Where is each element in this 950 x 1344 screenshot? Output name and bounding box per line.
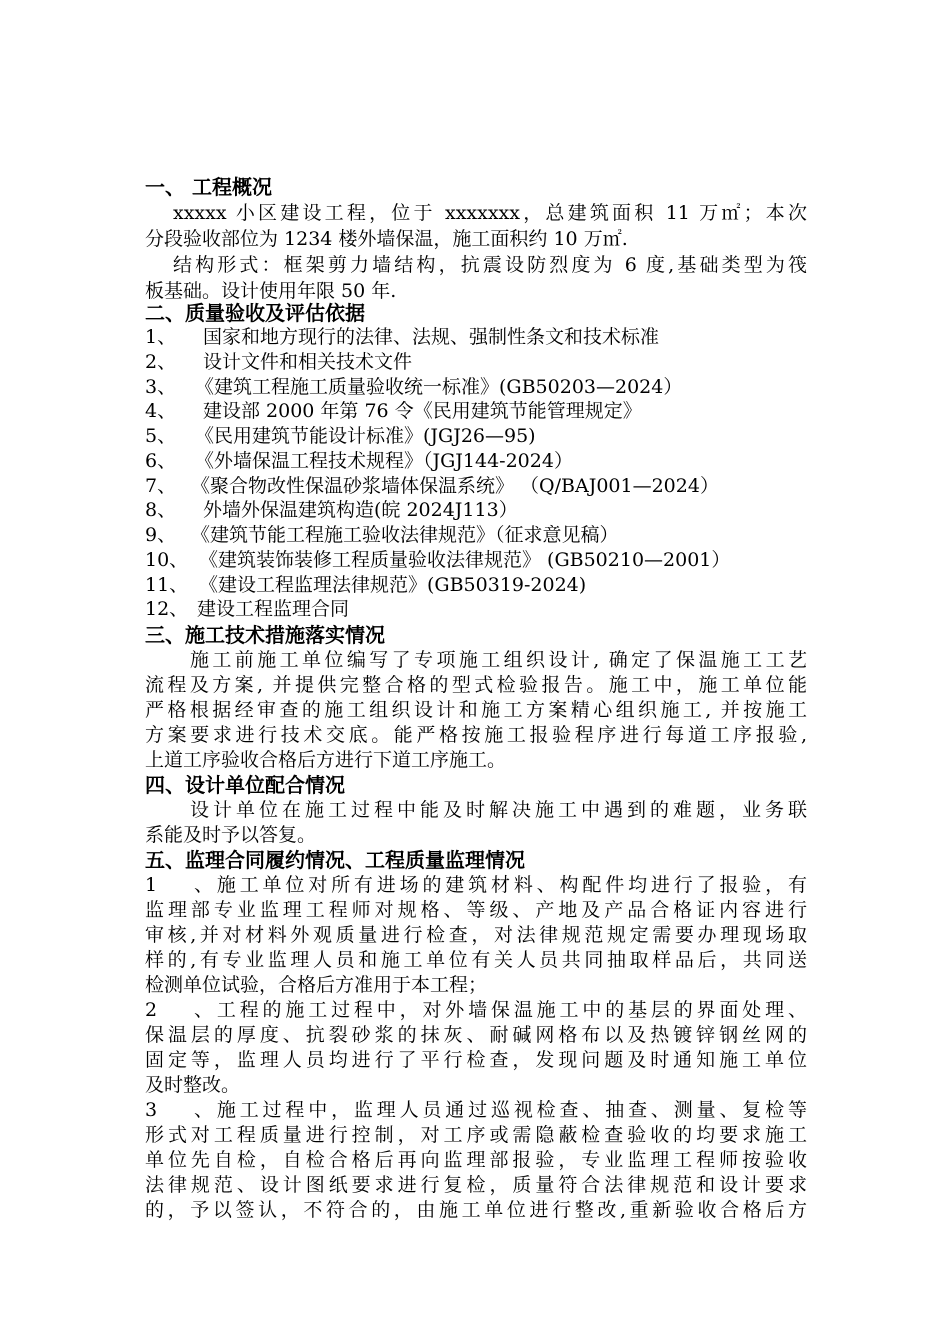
list-item <box>145 872 807 898</box>
paragraph-line: 系能及时予以答复。 <box>145 824 317 846</box>
list-item <box>145 522 807 548</box>
list-number: 9、 <box>145 524 177 546</box>
list-item <box>145 572 807 598</box>
paragraph-line: 设计单位在施工过程中能及时解决施工中遇到的难题，业务联 <box>190 799 807 821</box>
list-item <box>145 547 807 573</box>
list-number: 1、 <box>145 326 177 348</box>
list-number: 4、 <box>145 400 177 422</box>
paragraph-line: 单位先自检，自检合格后再向监理部报验，专业监理工程师按验收 <box>145 1149 807 1171</box>
list-text: 《建筑工程施工质量验收统一标准》(GB50203—2024） <box>195 376 683 398</box>
paragraph-line: 施工前施工单位编写了专项施工组织设计, 确定了保温施工工艺 <box>190 649 807 671</box>
list-text: 《建设工程监理法律规范》(GB50319-2024) <box>199 574 587 596</box>
list-item <box>145 398 807 424</box>
paragraph-line: 严格根据经审查的施工组织设计和施工方案精心组织施工, 并按施工 <box>145 699 807 721</box>
list-item <box>145 473 807 499</box>
paragraph-line: 分段验收部位为 1234 楼外墙保温，施工面积约 10 万㎡. <box>145 228 628 250</box>
list-number: 10、 <box>145 549 189 571</box>
paragraph-line: 样的,有专业监理人员和施工单位有关人员共同抽取样品后，共同送 <box>145 949 807 971</box>
paragraph-line: 形式对工程质量进行控制，对工序或需隐蔽检查验收的均要求施工 <box>145 1124 807 1146</box>
paragraph-line: 法律规范、设计图纸要求进行复检，质量符合法律规范和设计要求 <box>145 1174 807 1196</box>
list-text: 设计文件和相关技术文件 <box>203 351 413 373</box>
paragraph-line: 保温层的厚度、抗裂砂浆的抹灰、耐碱网格布以及热镀锌钢丝网的 <box>145 1024 807 1046</box>
list-item <box>145 596 807 622</box>
list-number: 6、 <box>145 450 177 472</box>
list-text: 《建筑节能工程施工验收法律规范》（征求意见稿） <box>191 524 619 546</box>
list-text: 建设部 2000 年第 76 令《民用建筑节能管理规定》 <box>203 400 642 422</box>
list-item <box>145 423 807 449</box>
list-item <box>145 349 807 375</box>
list-item <box>145 1097 807 1123</box>
list-number: 2、 <box>145 351 177 373</box>
list-text: 《民用建筑节能设计标准》(JGJ26—95) <box>195 425 536 447</box>
list-number: 12、 <box>145 598 189 620</box>
list-number: 11、 <box>145 574 189 596</box>
section-heading-5: 五、监理合同履约情况、工程质量监理情况 <box>145 848 525 872</box>
list-item <box>145 374 807 400</box>
section-heading-2: 二、质量验收及评估依据 <box>145 301 365 325</box>
list-text: 施工单位对所有进场的建筑材料、构配件均进行了报验，有 <box>213 874 807 896</box>
paragraph-line: 结构形式：框架剪力墙结构，抗震设防烈度为 6 度,基础类型为筏 <box>173 254 807 276</box>
list-text: 施工过程中，监理人员通过巡视检查、抽查、测量、复检等 <box>213 1099 807 1121</box>
list-text: 工程的施工过程中，对外墙保温施工中的基层的界面处理、 <box>213 999 807 1021</box>
list-text: 国家和地方现行的法律、法规、强制性条文和技术标准 <box>203 326 660 348</box>
section-heading-3: 三、施工技术措施落实情况 <box>145 623 385 647</box>
paragraph-line: 板基础。设计使用年限 50 年. <box>145 280 397 302</box>
list-item <box>145 497 807 523</box>
paragraph-line: 流程及方案, 并提供完整合格的型式检验报告。施工中，施工单位能 <box>145 674 807 696</box>
paragraph-line: 的，予以签认，不符合的，由施工单位进行整改,重新验收合格后方 <box>145 1199 807 1221</box>
paragraph-line: 上道工序验收合格后方进行下道工序施工。 <box>145 749 507 771</box>
list-item <box>145 324 807 350</box>
list-number: 7、 <box>145 475 177 497</box>
section-heading-4: 四、设计单位配合情况 <box>145 773 345 797</box>
paragraph-line: 审核,并对材料外观质量进行检查，对法律规范规定需要办理现场取 <box>145 924 807 946</box>
paragraph-line: 监理部专业监理工程师对规格、等级、产地及产品合格证内容进行 <box>145 899 807 921</box>
paragraph-line: xxxxx 小区建设工程，位于 xxxxxxx，总建筑面积 11 万㎡；本次 <box>173 202 807 224</box>
list-number: 8、 <box>145 499 177 521</box>
list-number: 3、 <box>145 1099 213 1121</box>
paragraph-line: 方案要求进行技术交底。能严格按施工报验程序进行每道工序报验, <box>145 724 807 746</box>
section-heading-1: 一、 工程概况 <box>145 175 272 199</box>
list-text: 《建筑装饰装修工程质量验收法律规范》 (GB50210—2001） <box>199 549 731 571</box>
list-text: 外墙外保温建筑构造(皖 2024J113） <box>203 499 518 521</box>
paragraph-line: 检测单位试验，合格后方准用于本工程； <box>145 974 488 996</box>
paragraph-line: 固定等，监理人员均进行了平行检查，发现问题及时通知施工单位 <box>145 1049 807 1071</box>
list-text: 《外墙保温工程技术规程》（JGJ144-2024） <box>195 450 573 472</box>
list-number: 2、 <box>145 999 213 1021</box>
paragraph-line: 及时整改。 <box>145 1074 241 1096</box>
list-number: 5、 <box>145 425 177 447</box>
list-number: 1、 <box>145 874 213 896</box>
list-item <box>145 997 807 1023</box>
list-number: 3、 <box>145 376 177 398</box>
list-item <box>145 448 807 474</box>
list-text: 建设工程监理合同 <box>197 598 350 620</box>
list-text: 《聚合物改性保温砂浆墙体保温系统》 （Q/BAJ001—2024） <box>191 475 719 497</box>
